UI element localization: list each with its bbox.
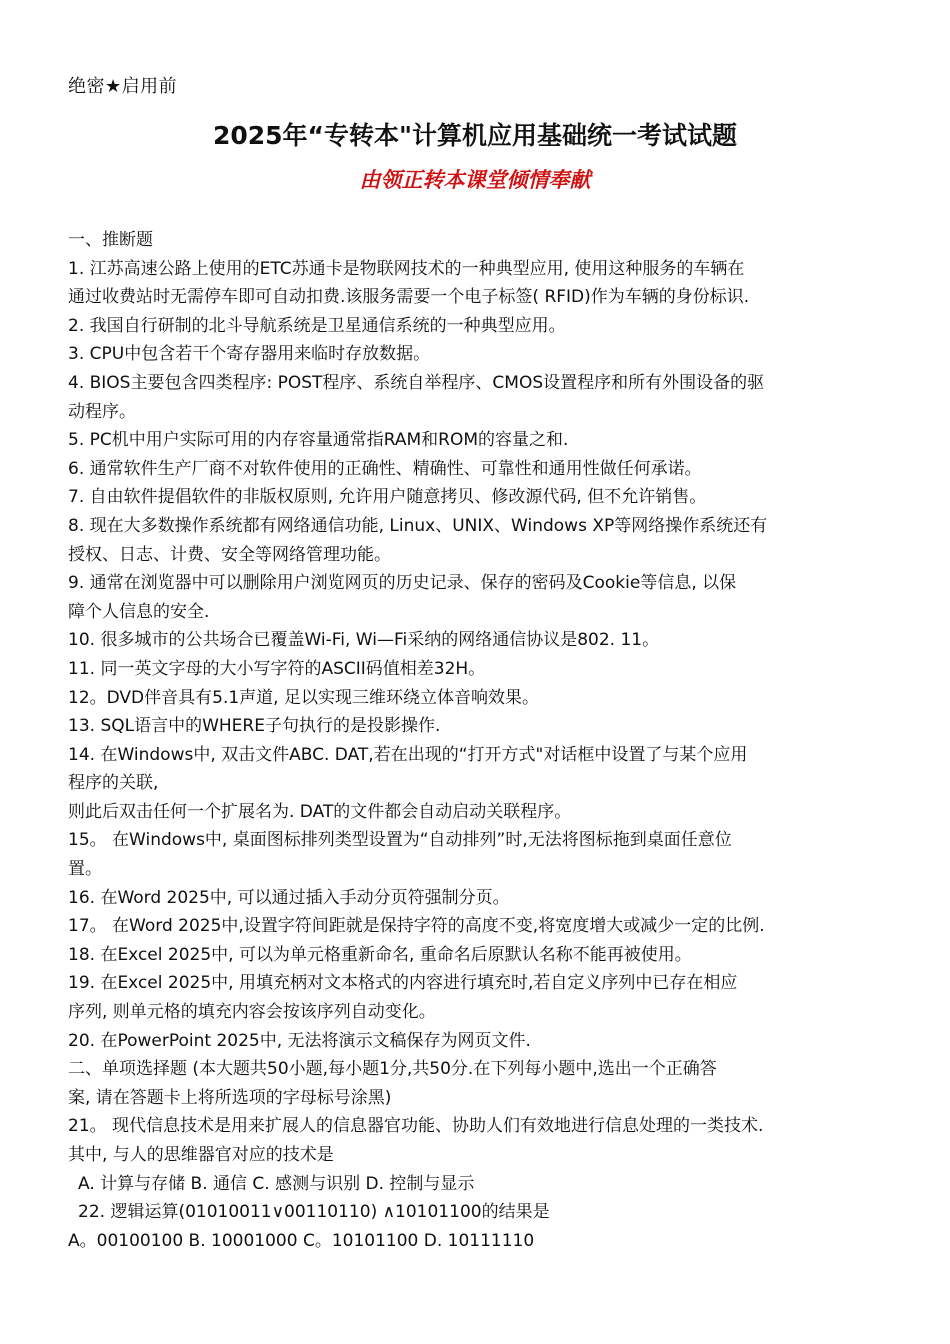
question-line: 案, 请在答题卡上将所选项的字母标号涂黑) bbox=[68, 1087, 392, 1108]
question-line: 21。 现代信息技术是用来扩展人的信息器官功能、协助人们有效地进行信息处理的一类技术. bbox=[68, 1116, 764, 1137]
question-line: 14. 在Windows中, 双击文件ABC. DAT,若在出现的“打开方式"对话框中设置了与某个应用 bbox=[68, 744, 748, 765]
question-line: 4. BIOS主要包含四类程序: POST程序、系统自举程序、CMOS设置程序和所有外围设备的驱 bbox=[68, 372, 765, 393]
question-line: 6. 通常软件生产厂商不对软件使用的正确性、精确性、可靠性和通用性做任何承诺。 bbox=[68, 458, 702, 479]
question-line: 9. 通常在浏览器中可以删除用户浏览网页的历史记录、保存的密码及Cookie等信息, 以保 bbox=[68, 573, 737, 594]
question-line: 5. PC机中用户实际可用的内存容量通常指RAM和ROM的容量之和. bbox=[68, 430, 569, 451]
question-line: 19. 在Excel 2025中, 用填充柄对文本格式的内容进行填充时,若自定义序列中已存在相应 bbox=[68, 973, 738, 994]
question-line: 7. 自由软件提倡软件的非版权原则, 允许用户随意拷贝、修改源代码, 但不允许销售。 bbox=[68, 487, 707, 508]
answer-options: A。00100100 B. 10001000 C。10101100 D. 10111110 bbox=[68, 1230, 535, 1251]
page-title: 2025年“专转本"计算机应用基础统一考试试题 bbox=[212, 121, 738, 150]
question-line: 序列, 则单元格的填充内容会按该序列自动变化。 bbox=[68, 1002, 436, 1023]
question-line: 18. 在Excel 2025中, 可以为单元格重新命名, 重命名后原默认名称不能再被使用。 bbox=[68, 944, 692, 965]
answer-options: A. 计算与存储 B. 通信 C. 感测与识别 D. 控制与显示 bbox=[78, 1173, 475, 1194]
question-line: 则此后双击任何一个扩展名为. DAT的文件都会自动启动关联程序。 bbox=[68, 801, 572, 822]
question-line: 其中, 与人的思维器官对应的技术是 bbox=[68, 1145, 334, 1165]
question-line: 22. 逻辑运算(01010011∨00110110) ∧10101100的结果是 bbox=[78, 1202, 550, 1223]
question-line: 8. 现在大多数操作系统都有网络通信功能, Linux、UNIX、Windows XP等网络操作系统还有 bbox=[68, 515, 768, 536]
question-line: 20. 在PowerPoint 2025中, 无法将演示文稿保存为网页文件. bbox=[68, 1030, 531, 1051]
section-heading: 二、单项选择题 (本大题共50小题,每小题1分,共50分.在下列每小题中,选出一个正确答 bbox=[68, 1059, 717, 1080]
question-line: 程序的关联, bbox=[68, 773, 159, 794]
question-line: 1. 江苏高速公路上使用的ETC苏通卡是物联网技术的一种典型应用, 使用这种服务的车辆在 bbox=[68, 258, 745, 279]
question-line: 16. 在Word 2025中, 可以通过插入手动分页符强制分页。 bbox=[68, 887, 510, 908]
confidential-note: 绝密★启用前 bbox=[68, 76, 178, 97]
question-line: 置。 bbox=[68, 859, 102, 880]
question-line: 动程序。 bbox=[68, 401, 136, 422]
page-subtitle: 由领正转本课堂倾情奉献 bbox=[359, 167, 591, 192]
question-line: 11. 同一英文字母的大小写字符的ASCII码值相差32H。 bbox=[68, 658, 486, 679]
question-line: 2. 我国自行研制的北斗导航系统是卫星通信系统的一种典型应用。 bbox=[68, 315, 566, 336]
question-line: 障个人信息的安全. bbox=[68, 601, 210, 622]
section-heading: 一、推断题 bbox=[68, 230, 153, 250]
document-body bbox=[68, 226, 886, 1255]
question-line: 授权、日志、计费、安全等网络管理功能。 bbox=[68, 544, 391, 565]
question-line: 10. 很多城市的公共场合已覆盖Wi-Fi, Wi—Fi采纳的网络通信协议是802. 11。 bbox=[68, 630, 660, 651]
question-line: 17。 在Word 2025中,设置字符间距就是保持字符的高度不变,将宽度增大或减少一定的比例. bbox=[68, 916, 765, 937]
question-line: 12。DVD伴音具有5.1声道, 足以实现三维环绕立体音响效果。 bbox=[68, 687, 539, 708]
question-line: 3. CPU中包含若干个寄存器用来临时存放数据。 bbox=[68, 344, 431, 365]
question-line: 13. SQL语言中的WHERE子句执行的是投影操作. bbox=[68, 716, 441, 737]
question-line: 通过收费站时无需停车即可自动扣费.该服务需要一个电子标签( RFID)作为车辆的身份标识. bbox=[68, 287, 750, 308]
question-line: 15。 在Windows中, 桌面图标排列类型设置为“自动排列”时,无法将图标拖到桌面任意位 bbox=[68, 830, 732, 851]
